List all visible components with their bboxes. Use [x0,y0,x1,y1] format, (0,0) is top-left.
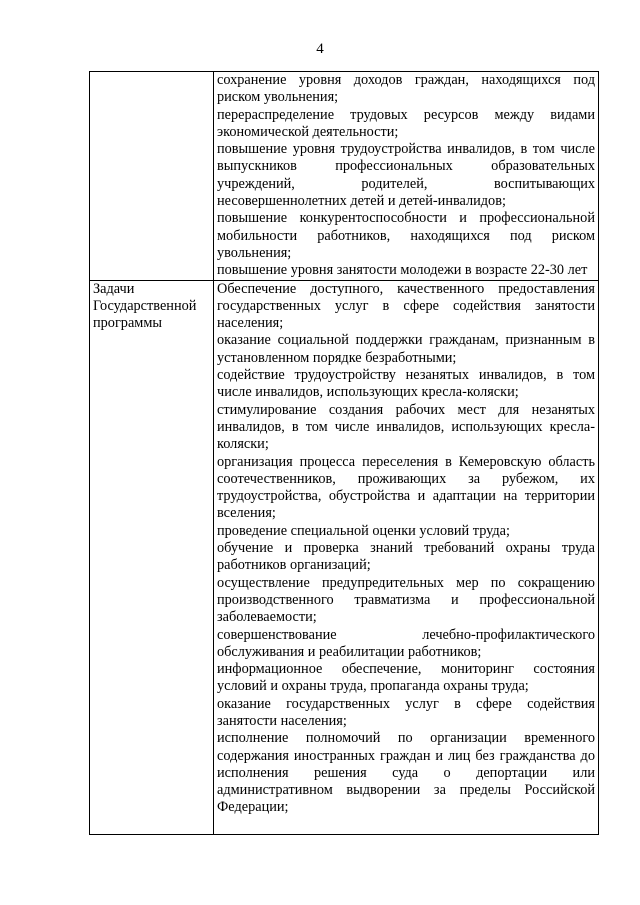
list-item: оказание государственных услуг в сфере содействия занятости населения; [217,695,595,729]
list-item: перераспределение трудовых ресурсов между видами экономической деятельности; [217,106,595,140]
list-item: сохранение уровня доходов граждан, находящихся под риском увольнения; [217,72,595,106]
list-item: повышение уровня трудоустройства инвалидов, в том числе выпускников профессиональных образовательных учреждений, родителей, воспитывающих несовершеннолетних детей и детей-инвалидов; [217,141,595,210]
page-number: 4 [316,41,324,57]
list-item: совершенствование лечебно-профилактического обслуживания и реабилитации работников; [217,626,595,660]
list-item: исполнение полномочий по организации временного содержания иностранных граждан и лиц без гражданства до исполнения решения суда о депортации или административном выдворении за пределы Российской Федерации; [217,730,595,816]
list-item: осуществление предупредительных мер по сокращению производственного травматизма и профессиональной заболеваемости; [217,574,595,626]
row-content-cell [214,72,599,281]
row-label-cell: Задачи Государственной программы [90,280,214,834]
row-label-cell [90,72,214,281]
table-row [90,280,599,834]
program-table [89,71,599,835]
list-item: содействие трудоустройству незанятых инвалидов, в том числе инвалидов, использующих кресла-коляски; [217,367,595,401]
list-item: организация процесса переселения в Кемеровскую область соотечественников, проживающих за рубежом, их трудоустройства, обустройства и адаптации на территории вселения; [217,453,595,522]
list-item: повышение уровня занятости молодежи в возрасте 22-30 лет [217,262,588,279]
list-item: информационное обеспечение, мониторинг состояния условий и охраны труда, пропаганда охраны труда; [217,661,595,695]
table-row [90,72,599,281]
list-item: повышение конкурентоспособности и профессиональной мобильности работников, находящихся под риском увольнения; [217,210,595,261]
row-content-cell [214,280,599,834]
list-item: обучение и проверка знаний требований охраны труда работников организаций; [217,540,595,574]
list-item: проведение специальной оценки условий труда; [217,522,511,539]
list-item: Обеспечение доступного, качественного предоставления государственных услуг в сфере содействия занятости населения; [217,280,595,332]
list-item: оказание социальной поддержки гражданам, признанным в установленном порядке безработными; [217,332,595,366]
list-item: стимулирование создания рабочих мест для незанятых инвалидов, в том числе инвалидов, использующих кресла-коляски; [217,401,595,453]
